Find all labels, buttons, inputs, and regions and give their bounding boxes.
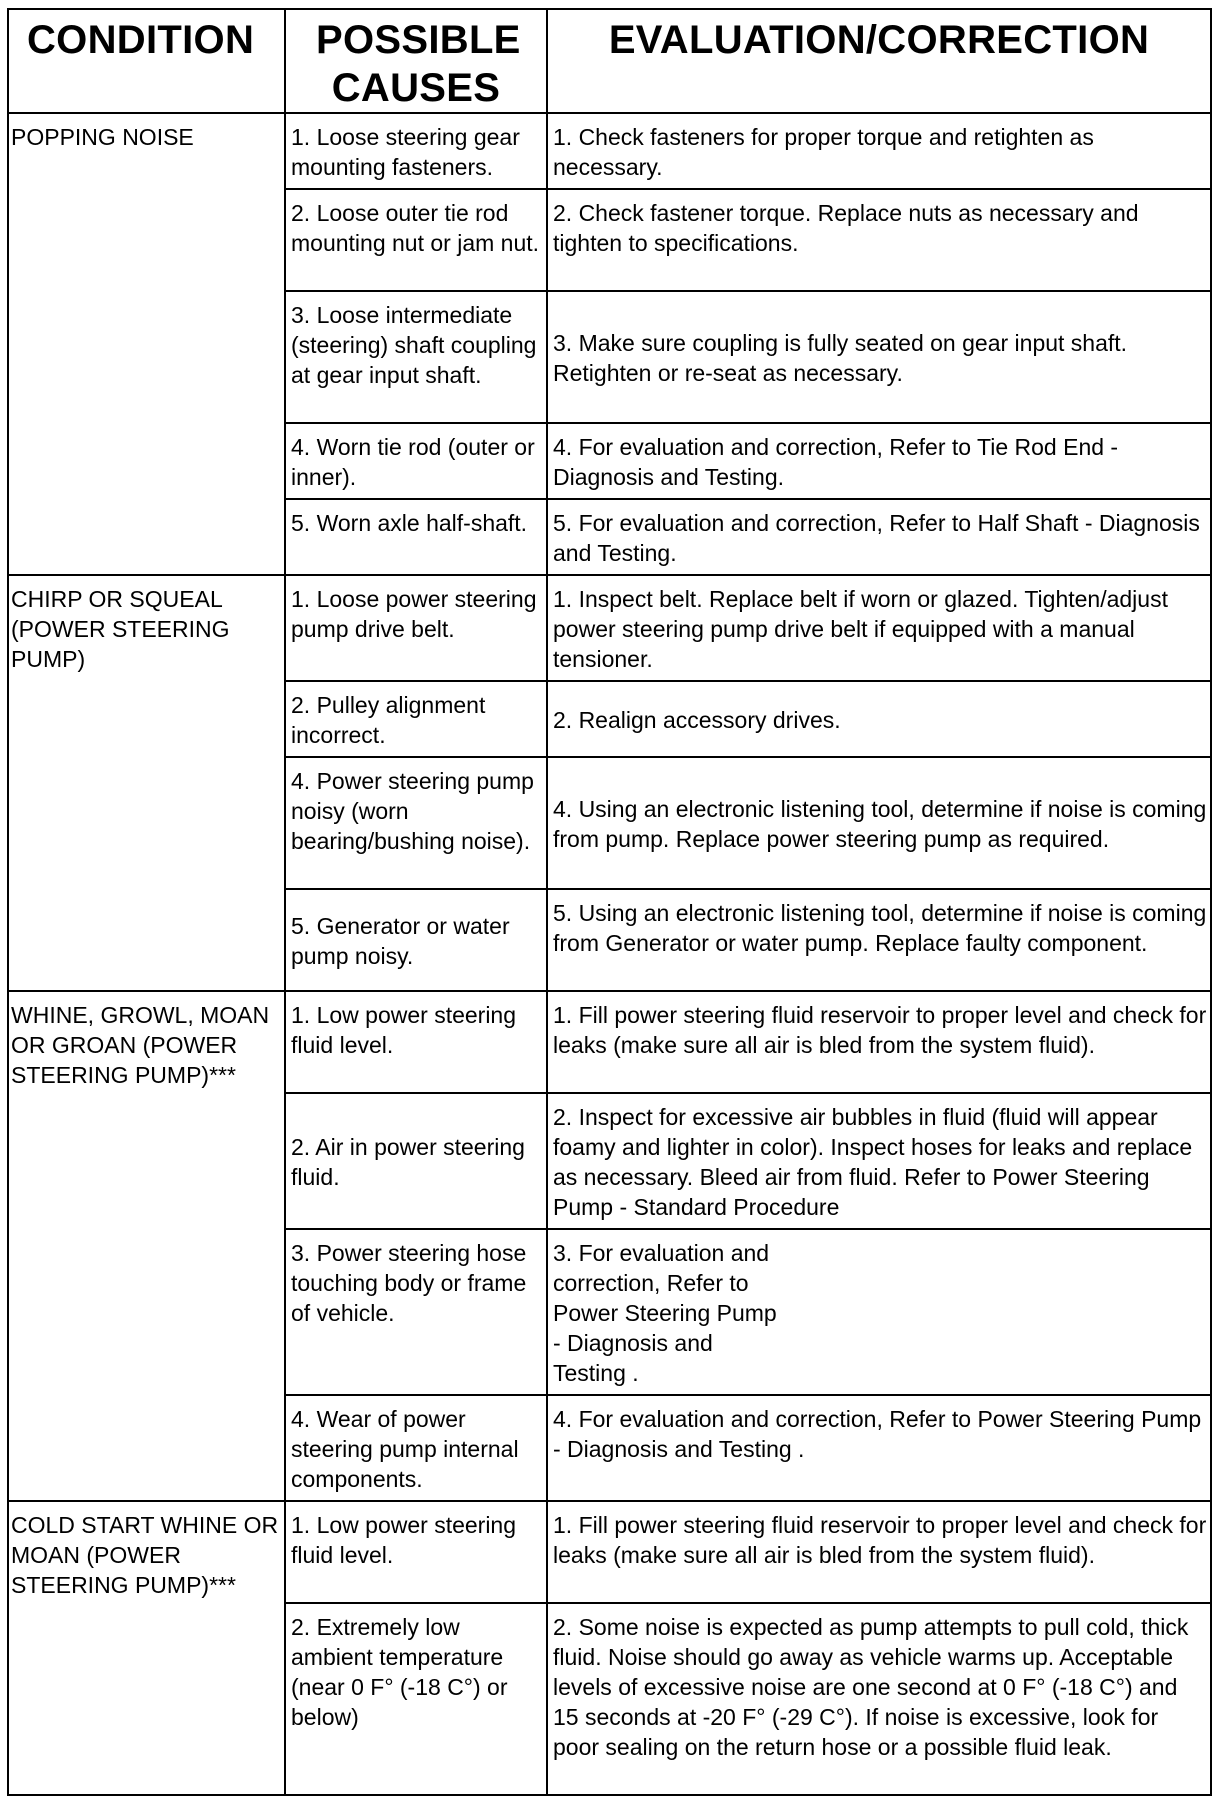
cause-cell: 5. Worn axle half-shaft. — [285, 499, 547, 575]
header-condition: CONDITION — [8, 9, 285, 113]
correction-cell: 5. Using an electronic listening tool, determine if noise is coming from Generator or water pump. Replace faulty component. — [547, 889, 1211, 991]
correction-text: 3. For evaluation and correction, Refer to Power Steering Pump - Diagnosis and Testing . — [553, 1240, 777, 1386]
diagnosis-table — [7, 8, 1212, 1796]
table-row — [8, 991, 1211, 1093]
header-evaluation-correction: EVALUATION/CORRECTION — [547, 9, 1211, 113]
condition-cell: COLD START WHINE OR MOAN (POWER STEERING PUMP)*** — [8, 1501, 285, 1795]
correction-cell: 3. Make sure coupling is fully seated on gear input shaft. Retighten or re-seat as necessary. — [547, 291, 1211, 423]
correction-cell: 4. For evaluation and correction, Refer to Tie Rod End - Diagnosis and Testing. — [547, 423, 1211, 499]
header-row — [8, 9, 1211, 113]
condition-cell: WHINE, GROWL, MOAN OR GROAN (POWER STEERING PUMP)*** — [8, 991, 285, 1501]
correction-cell: 2. Some noise is expected as pump attempts to pull cold, thick fluid. Noise should go away as vehicle warms up. Acceptable levels of excessive noise are one second at 0 F° (-18 C°) and 15 seconds at -20 F° (-29 C°). If noise is excessive, look for poor sealing on the return hose or a possible fluid leak. — [547, 1603, 1211, 1795]
cause-cell: 3. Power steering hose touching body or frame of vehicle. — [285, 1229, 547, 1395]
cause-cell: 4. Power steering pump noisy (worn bearing/bushing noise). — [285, 757, 547, 889]
correction-cell: 1. Fill power steering fluid reservoir to proper level and check for leaks (make sure all air is bled from the system fluid). — [547, 1501, 1211, 1603]
cause-cell: 1. Low power steering fluid level. — [285, 991, 547, 1093]
cause-cell: 1. Loose power steering pump drive belt. — [285, 575, 547, 681]
correction-cell: 5. For evaluation and correction, Refer to Half Shaft - Diagnosis and Testing. — [547, 499, 1211, 575]
cause-cell: 2. Air in power steering fluid. — [285, 1093, 547, 1229]
cause-cell: 2. Extremely low ambient temperature (near 0 F° (-18 C°) or below) — [285, 1603, 547, 1795]
correction-cell: 4. For evaluation and correction, Refer to Power Steering Pump - Diagnosis and Testing . — [547, 1395, 1211, 1501]
cause-cell: 1. Loose steering gear mounting fasteners. — [285, 113, 547, 189]
correction-cell: 1. Fill power steering fluid reservoir to proper level and check for leaks (make sure all air is bled from the system fluid). — [547, 991, 1211, 1093]
cause-cell: 1. Low power steering fluid level. — [285, 1501, 547, 1603]
condition-cell: POPPING NOISE — [8, 113, 285, 575]
table-row — [8, 1501, 1211, 1603]
correction-cell: 1. Inspect belt. Replace belt if worn or glazed. Tighten/adjust power steering pump drive belt if equipped with a manual tensioner. — [547, 575, 1211, 681]
cause-cell: 4. Wear of power steering pump internal components. — [285, 1395, 547, 1501]
table-row — [8, 113, 1211, 189]
correction-cell: 4. Using an electronic listening tool, determine if noise is coming from pump. Replace power steering pump as required. — [547, 757, 1211, 889]
cause-cell: 2. Loose outer tie rod mounting nut or jam nut. — [285, 189, 547, 291]
cause-cell: 3. Loose intermediate (steering) shaft coupling at gear input shaft. — [285, 291, 547, 423]
correction-cell: 2. Realign accessory drives. — [547, 681, 1211, 757]
condition-cell: CHIRP OR SQUEAL (POWER STEERING PUMP) — [8, 575, 285, 991]
header-possible-causes: POSSIBLE CAUSES — [285, 9, 547, 113]
table-row — [8, 575, 1211, 681]
correction-cell: 2. Check fastener torque. Replace nuts as necessary and tighten to specifications. — [547, 189, 1211, 291]
cause-cell: 2. Pulley alignment incorrect. — [285, 681, 547, 757]
correction-cell: 2. Inspect for excessive air bubbles in fluid (fluid will appear foamy and lighter in color). Inspect hoses for leaks and replace as necessary. Bleed air from fluid. Refer to Power Steering Pump - Standard Procedure — [547, 1093, 1211, 1229]
correction-cell: 1. Check fasteners for proper torque and retighten as necessary. — [547, 113, 1211, 189]
correction-cell — [547, 1229, 1211, 1395]
cause-cell: 4. Worn tie rod (outer or inner). — [285, 423, 547, 499]
cause-cell: 5. Generator or water pump noisy. — [285, 889, 547, 991]
